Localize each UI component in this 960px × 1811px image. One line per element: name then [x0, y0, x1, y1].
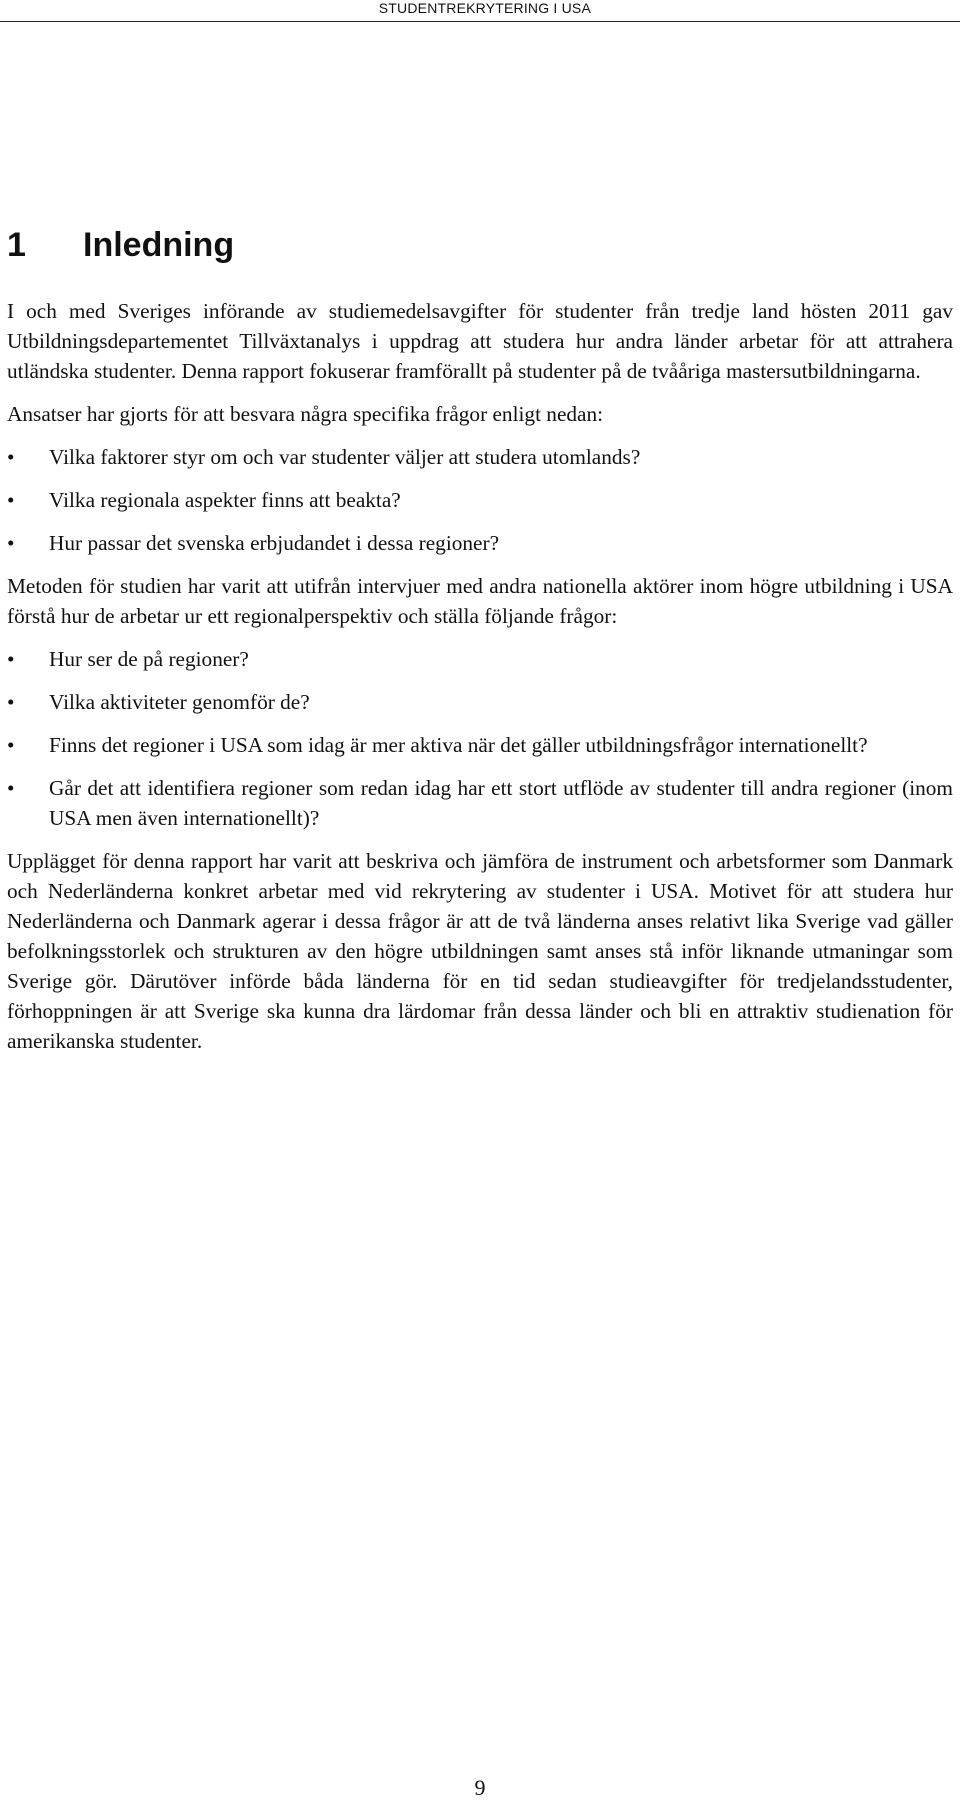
bullet-icon: •: [7, 531, 15, 555]
list-item: [7, 442, 953, 472]
list-item-text: Vilka regionala aspekter finns att beakta?: [49, 488, 401, 512]
bullet-icon: •: [7, 690, 15, 714]
bullet-icon: •: [7, 647, 15, 671]
report-layout-paragraph: Upplägget för denna rapport har varit att beskriva och jämföra de instrument och arbetsformer som Danmark och Nederländerna konkret arbetar med vid rekrytering av studenter i USA. Motivet för att studera hur Nederländerna och Danmark agerar i dessa frågor är att de två länderna anses relativt lika Sverige vad gäller befolkningsstorlek och strukturen av den högre utbildningen samt anses stå inför liknande utmaningar som Sverige gör. Därutöver införde båda länderna för en tid sedan studieavgifter för tredjelandsstudenter, förhoppningen är att Sverige ska kunna dra lärdomar från dessa länder och bli en attraktiv studienation för amerikanska studenter.: [7, 849, 953, 1053]
bullet-icon: •: [7, 445, 15, 469]
list-item: [7, 730, 953, 760]
bullet-icon: •: [7, 488, 15, 512]
intro-paragraph: I och med Sveriges införande av studiemedelsavgifter för studenter från tredje land hösten 2011 gav Utbildningsdepartementet Tillväxtanalys i uppdrag att studera hur andra länder arbetar för att attrahera utländska studenter. Denna rapport fokuserar framförallt på studenter på de tvååriga mastersutbildningarna.: [7, 299, 953, 383]
bullet-icon: •: [7, 733, 15, 757]
list-item: [7, 528, 953, 558]
research-questions-list: [7, 442, 953, 558]
page-number: 9: [474, 1775, 486, 1800]
running-header: [0, 0, 960, 22]
list-item-text: Vilka aktiviteter genomför de?: [49, 690, 310, 714]
bullet-icon: •: [7, 776, 15, 800]
questions-intro-paragraph: Ansatser har gjorts för att besvara några specifika frågor enligt nedan:: [7, 402, 604, 426]
running-header-title: STUDENTREKRYTERING I USA: [378, 0, 591, 16]
list-item-text: Går det att identifiera regioner som redan idag har ett stort utflöde av studenter till andra regioner (inom USA men även internationellt)?: [49, 776, 953, 830]
list-item-text: Finns det regioner i USA som idag är mer aktiva när det gäller utbildningsfrågor internationellt?: [49, 733, 868, 757]
chapter-title: Inledning: [83, 226, 235, 264]
chapter-body: [7, 296, 953, 1069]
list-item-text: Hur passar det svenska erbjudandet i dessa regioner?: [49, 531, 500, 555]
list-item: [7, 687, 953, 717]
list-item: [7, 644, 953, 674]
method-questions-list: [7, 644, 953, 833]
list-item-text: Hur ser de på regioner?: [49, 647, 249, 671]
method-paragraph: Metoden för studien har varit att utifrån intervjuer med andra nationella aktörer inom högre utbildning i USA förstå hur de arbetar ur ett regionalperspektiv och ställa följande frågor:: [7, 574, 953, 628]
list-item: [7, 773, 953, 833]
chapter-heading: [7, 225, 234, 265]
list-item: [7, 485, 953, 515]
list-item-text: Vilka faktorer styr om och var studenter väljer att studera utomlands?: [49, 445, 641, 469]
chapter-number: 1: [7, 226, 26, 264]
